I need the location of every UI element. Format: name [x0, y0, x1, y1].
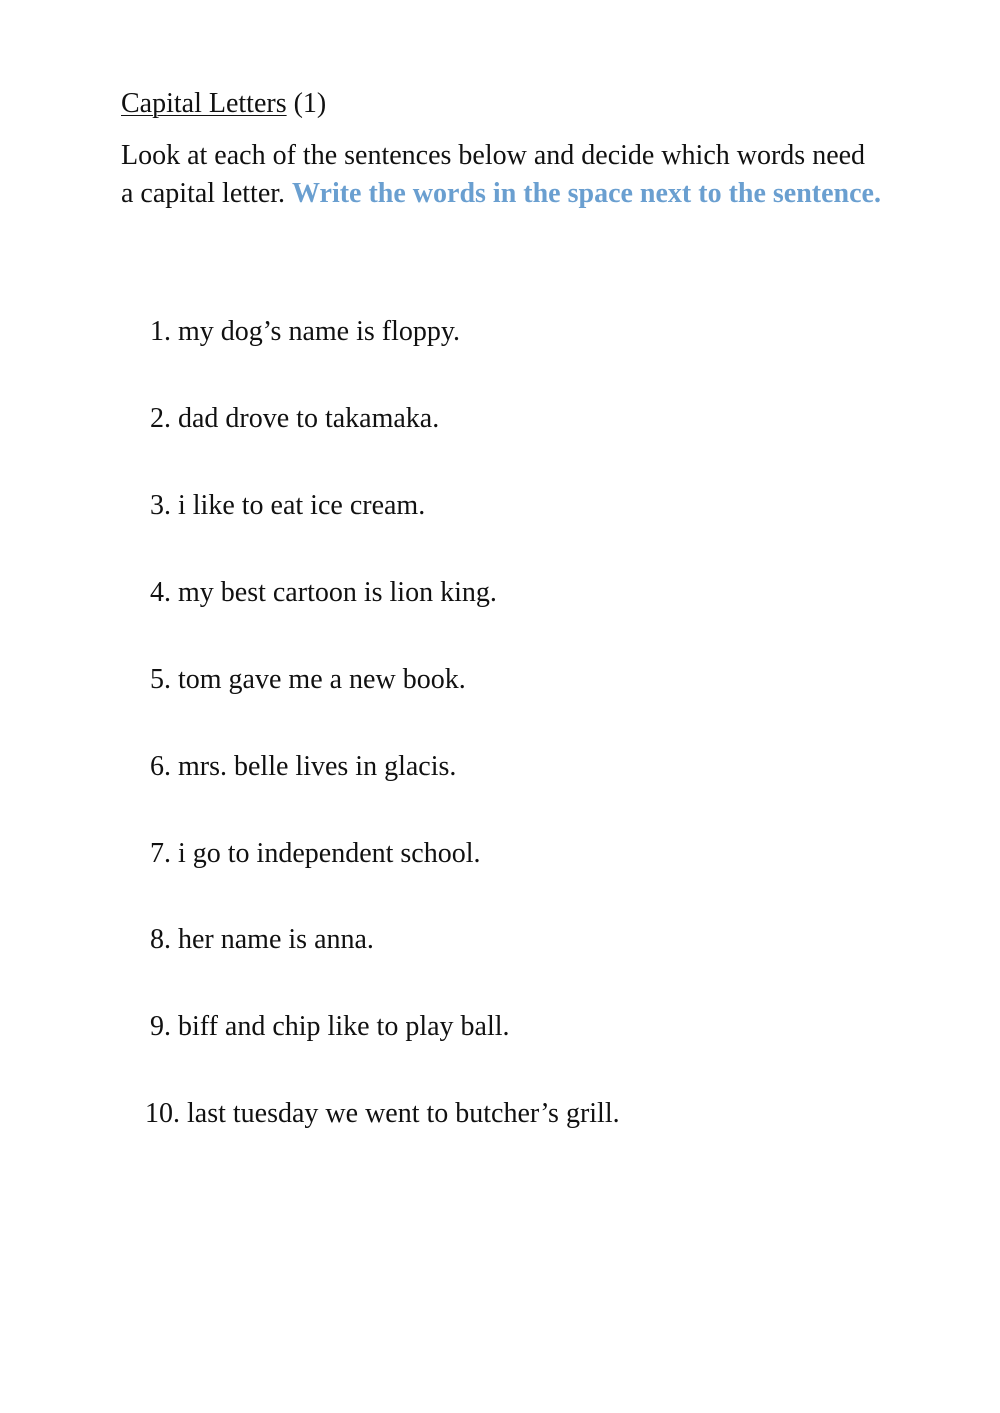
sentence-text: my dog’s name is floppy. — [178, 316, 461, 347]
worksheet-title — [121, 86, 326, 122]
sentence-item — [150, 315, 460, 349]
title-text: Capital Letters — [121, 88, 287, 119]
sentence-item — [145, 1097, 620, 1131]
sentence-text: her name is anna. — [178, 924, 374, 955]
sentence-text: dad drove to takamaka. — [178, 403, 440, 434]
sentence-number: 5. — [150, 664, 171, 695]
sentence-item — [150, 402, 439, 436]
instructions-text: Look at each of the sentences below and decide which words need a capital letter. — [121, 140, 866, 209]
sentence-item — [150, 1010, 510, 1044]
sentence-text: tom gave me a new book. — [178, 664, 466, 695]
sentence-number: 8. — [150, 924, 171, 955]
instructions-highlight: Write the words in the space next to the sentence. — [292, 177, 881, 209]
sentence-number: 1. — [150, 316, 171, 347]
sentence-item — [150, 837, 481, 871]
sentence-number: 6. — [150, 751, 171, 782]
sentence-text: last tuesday we went to butcher’s grill. — [187, 1098, 620, 1129]
sentence-number: 2. — [150, 403, 171, 434]
title-number: (1) — [286, 88, 327, 119]
sentence-number: 4. — [150, 577, 171, 608]
sentence-item — [150, 923, 374, 957]
sentence-text: biff and chip like to play ball. — [178, 1011, 510, 1042]
sentence-number: 10. — [145, 1098, 180, 1129]
sentence-text: i go to independent school. — [178, 838, 481, 869]
sentence-text: my best cartoon is lion king. — [178, 577, 497, 608]
instructions — [121, 137, 881, 212]
sentence-item — [150, 750, 456, 784]
sentence-item — [150, 576, 497, 610]
sentence-text: mrs. belle lives in glacis. — [178, 751, 457, 782]
sentence-item — [150, 489, 425, 523]
sentence-number: 7. — [150, 838, 171, 869]
sentence-number: 9. — [150, 1011, 171, 1042]
sentence-number: 3. — [150, 490, 171, 521]
sentence-text: i like to eat ice cream. — [178, 490, 426, 521]
sentence-item — [150, 663, 466, 697]
